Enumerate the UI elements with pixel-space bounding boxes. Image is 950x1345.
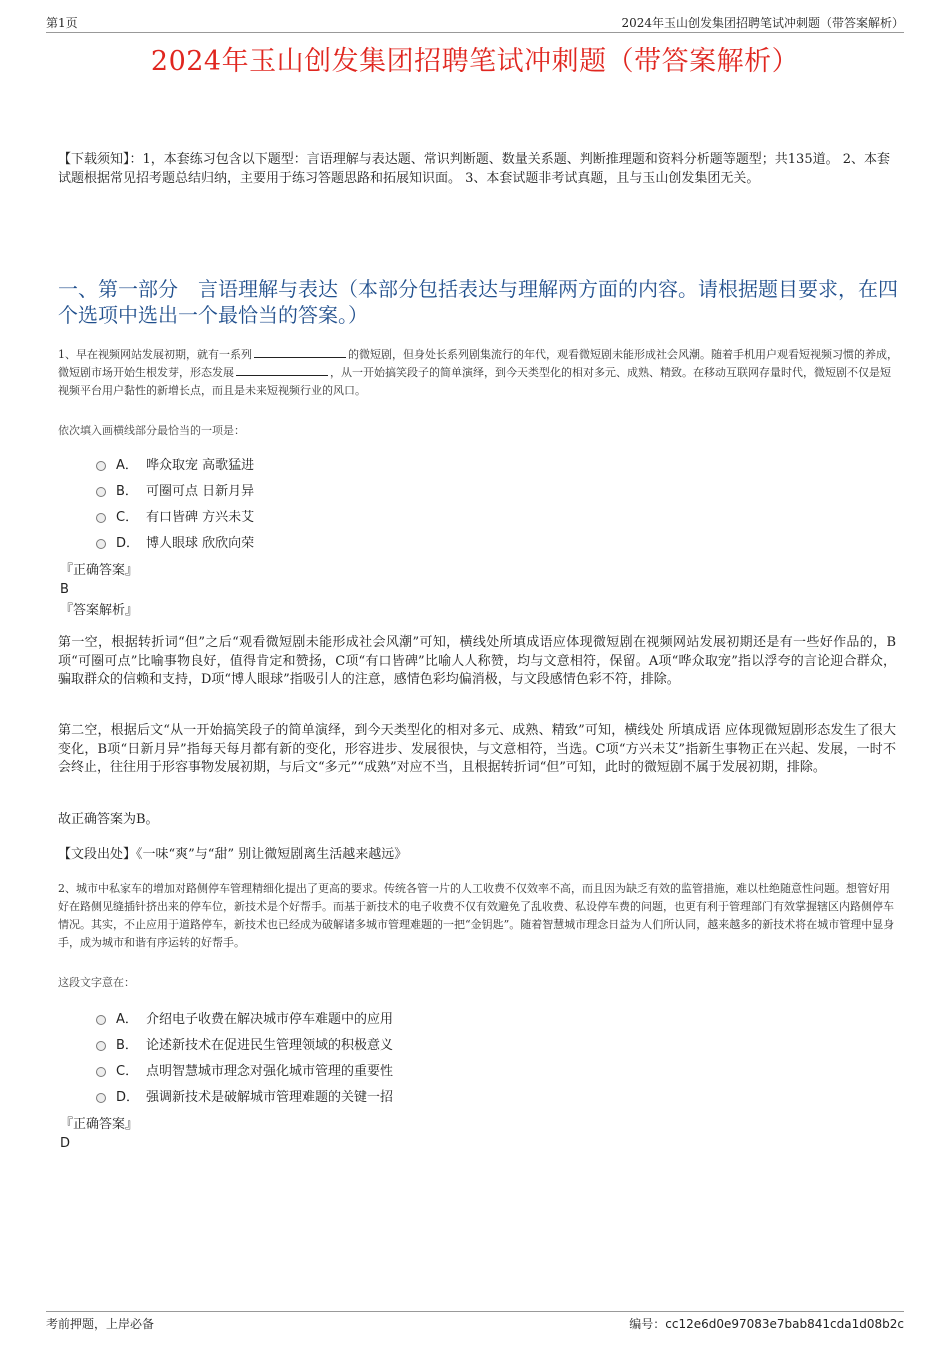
download-notice: 【下载须知】：1，本套练习包含以下题型：言语理解与表达题、常识判断题、数量关系题、判断推理题和资料分析题等题型；共135道。 2、本套试题根据常见招考题总结归纳，主要用于练习答题思路和拓展知识面。 3、本套试题非考试真题，且与玉山创发集团无关。 — [58, 152, 890, 186]
option-text: 有口皆碑 方兴未艾 — [146, 510, 255, 525]
q1-option-d[interactable] — [96, 531, 596, 557]
q1-stem-part-c: ，从一开始搞笑段子的简单演绎，到今天类型化的相对多元、成熟、精致。在移动互联网存量时代，微短剧不仅是短视频平台用户黏性的新增长点，而且是未来短视频行业的风口。 — [58, 366, 891, 397]
page-number: 第1页 — [46, 16, 78, 30]
q1-source: 【文段出处】《一味“爽”与“甜” 别让微短剧离生活越来越远》 — [58, 847, 408, 862]
radio-icon[interactable] — [96, 487, 106, 497]
q1-option-a[interactable] — [96, 453, 596, 479]
page-header — [46, 14, 904, 33]
radio-icon[interactable] — [96, 461, 106, 471]
q2-option-b[interactable] — [96, 1033, 596, 1059]
footer-code-label: 编号： — [629, 1317, 666, 1331]
option-letter: D． — [116, 536, 140, 551]
footer-code — [629, 1314, 904, 1334]
q1-analysis-label: 『答案解析』 — [60, 603, 139, 618]
footer-code-value: cc12e6d0e97083e7bab841cda1d08b2c — [665, 1317, 904, 1331]
q1-options — [96, 453, 596, 557]
question-1-stem — [58, 346, 898, 400]
q1-stem-part-b: 的微短剧，但身处长系列剧集流行的年代，观看微短剧未能形成社会风潮。随着手机用户观看短视频习惯的养成，微短剧市场开始生根发芽，形态发展 — [58, 348, 898, 379]
radio-icon[interactable] — [96, 513, 106, 523]
q1-analysis-2: 第二空，根据后文“从一开始搞笑段子的简单演绎，到今天类型化的相对多元、成熟、精致”可知，横线处 所填成语 应体现微短剧形态发生了很大变化，B项“日新月异”指每天每月都有新的变化，形容进步、发展很快，与文意相符，当选。C项“方兴未艾”指新生事物正在兴起、发展，一时不会终止，往往用于形容事物发展初期，与后文“多元”“成熟”对应不当，且根据转折词“但”可知，此时的微短剧不属于发展初期，排除。 — [58, 723, 896, 775]
option-letter: C． — [116, 510, 139, 525]
q2-option-c[interactable] — [96, 1059, 596, 1085]
document-title: 2024年玉山创发集团招聘笔试冲刺题（带答案解析） — [150, 46, 800, 77]
option-text: 介绍电子收费在解决城市停车难题中的应用 — [146, 1012, 394, 1027]
option-text: 强调新技术是破解城市管理难题的关键一招 — [146, 1090, 394, 1105]
q1-option-c[interactable] — [96, 505, 596, 531]
q1-option-b[interactable] — [96, 479, 596, 505]
q2-answer-label: 『正确答案』 — [60, 1117, 139, 1132]
option-letter: A． — [116, 1012, 138, 1027]
radio-icon[interactable] — [96, 539, 106, 549]
fill-blank-2 — [236, 364, 328, 376]
option-text: 点明智慧城市理念对强化城市管理的重要性 — [146, 1064, 394, 1079]
option-text: 可圈可点 日新月异 — [146, 484, 255, 499]
option-letter: B． — [116, 484, 138, 499]
page-footer — [46, 1311, 904, 1334]
header-doc-title: 2024年玉山创发集团招聘笔试冲刺题（带答案解析） — [621, 16, 904, 30]
q2-option-d[interactable] — [96, 1085, 596, 1111]
q2-prompt: 这段文字意在： — [58, 976, 135, 989]
question-2-stem: 2、城市中私家车的增加对路侧停车管理精细化提出了更高的要求。传统各管一片的人工收费不仅效率不高，而且因为缺乏有效的监管措施，难以杜绝随意性问题。想管好用好在路侧见缝插针挤出来的停车位，新技术是个好帮手。而基于新技术的电子收费不仅有效避免了乱收费、私设停车费的问题，也更有利于管理部门有效掌握辖区内路侧停车情况。其实，不止应用于道路停车，新技术也已经成为破解诸多城市管理难题的一把“金钥匙”。随着智慧城市理念日益为人们所认同，越来越多的新技术将在城市管理中显身手，成为城市和谐有序运转的好帮手。 — [58, 882, 895, 949]
q2-options — [96, 1007, 596, 1111]
q1-conclusion: 故正确答案为B。 — [58, 812, 159, 827]
option-letter: B． — [116, 1038, 138, 1053]
q1-analysis-1: 第一空，根据转折词“但”之后“观看微短剧未能形成社会风潮”可知，横线处所填成语应体现微短剧在视频网站发展初期还是有一些好作品的，B项“可圈可点”比喻事物良好，值得肯定和赞扬，C项“有口皆碑”比喻人人称赞，均与文意相符，保留。A项“哗众取宠”指以浮夸的言论迎合群众，骗取群众的信赖和支持，D项“博人眼球”指吸引人的注意，感情色彩均偏消极，与文段感情色彩不符，排除。 — [58, 635, 896, 687]
q1-prompt: 依次填入画横线部分最恰当的一项是： — [58, 424, 245, 437]
q2-answer: D — [60, 1136, 71, 1151]
fill-blank-1 — [254, 346, 346, 358]
footer-slogan: 考前押题，上岸必备 — [46, 1317, 155, 1331]
q1-answer-label: 『正确答案』 — [60, 563, 139, 578]
option-letter: C． — [116, 1064, 139, 1079]
option-text: 论述新技术在促进民生管理领域的积极意义 — [146, 1038, 394, 1053]
option-text: 哗众取宠 高歌猛进 — [146, 458, 255, 473]
radio-icon[interactable] — [96, 1067, 106, 1077]
radio-icon[interactable] — [96, 1093, 106, 1103]
q2-option-a[interactable] — [96, 1007, 596, 1033]
option-text: 博人眼球 欣欣向荣 — [146, 536, 255, 551]
radio-icon[interactable] — [96, 1015, 106, 1025]
section-title: 一、第一部分 言语理解与表达（本部分包括表达与理解两方面的内容。请根据题目要求，在四个选项中选出一个最恰当的答案。） — [58, 277, 898, 327]
option-letter: A． — [116, 458, 138, 473]
q1-answer: B — [60, 582, 69, 597]
option-letter: D． — [116, 1090, 140, 1105]
radio-icon[interactable] — [96, 1041, 106, 1051]
q1-stem-part-a: 1、早在视频网站发展初期，就有一系列 — [58, 348, 252, 361]
